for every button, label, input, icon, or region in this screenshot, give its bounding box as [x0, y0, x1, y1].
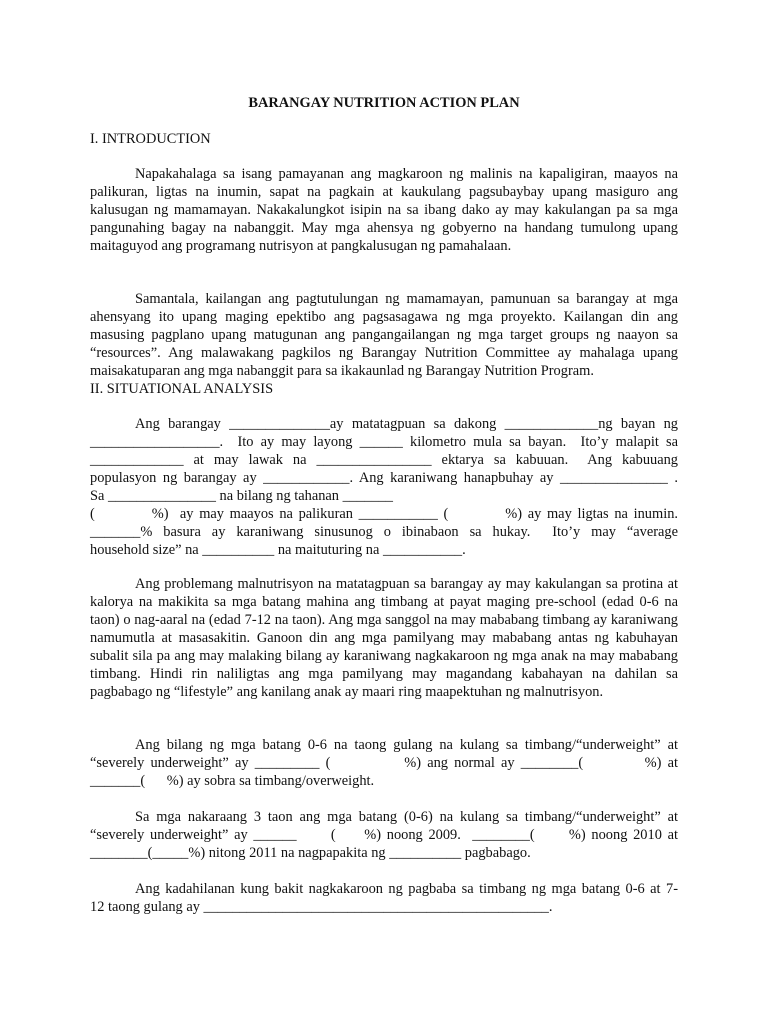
text-line: Ang bilang ng mga batang 0-6 na taong gulang na kulang sa timbang/“underweight” at — [135, 737, 678, 753]
intro-paragraph-1: Napakahalaga sa isang pamayanan ang magkaroon ng malinis na kapaligiran, maayos na palikuran, ligtas na inumin, sapat na pagkain at kaukulang pagsubaybay upang masiguro ang kalusugan ng mamamayan. Nakakalungkot isipin na sa ibang dako ay may kakulangan pa sa mga pangunahing bagay na nabanggit. May mga ahensya ng gobyerno na handang tumulong upang maitaguyod ang programang nutrisyon at pangkalusugan ng pamahalaan. — [90, 166, 678, 254]
text-line: household size” na __________ na maituturing na ___________. — [90, 542, 466, 558]
intro-paragraph-2: Samantala, kailangan ang pagtutulungan ng mamamayan, pamunuan sa barangay at mga ahensyang ito upang maging epektibo ang pagsasagawa ng mga proyekto. Kailangan din ang masusing pagplano upang matugunan ang pangangailangan ng mga target groups ng naayon sa “resources”. Ang malawakang pagkilos ng Barangay Nutrition Committee ay mahalaga upang maisakatuparan ang mga nabanggit para sa ikakaunlad ng Barangay Nutrition Program. — [90, 291, 678, 379]
text-line: “severely underweight” ay _________ ( %) ang normal ay ________( %) at — [90, 755, 678, 771]
text-line: populasyon ng barangay ay ____________. Ang karaniwang hanapbuhay ay _______________ . — [90, 470, 678, 486]
text-line: Ang barangay ______________ay matatagpuan sa dakong _____________ng bayan ng — [135, 416, 678, 432]
text-line: ________(_____%) nitong 2011 na nagpapakita ng __________ pagbabago. — [90, 845, 531, 861]
section-heading-situational-analysis: II. SITUATIONAL ANALYSIS — [90, 381, 274, 397]
situational-paragraph-2: Ang problemang malnutrisyon na matatagpuan sa barangay ay may kakulangan sa protina at kalorya na makikita sa mga batang mahina ang timbang at payat maging pre-school (edad 0-6 na taon) o nag-aaral na (edad 7-12 na taon). Ang mga sanggol na may mababang timbang ay karaniwang namumutla at masasakitin. Ganoon din ang mga pamilyang may mababang antas ng kabuhayan subalit sila pa ang may malaking bilang ay karaniwang nagkakaroon ng mga anak na may mababang timbang. Hindi rin naliligtas ang mga pamilyang may magandang kabahayan na dahilan sa pagbabago ng “lifestyle” ang kanilang anak ay maari ring maapektuhan ng malnutrisyon. — [90, 576, 678, 700]
text-line: _____________ at may lawak na ________________ ektarya sa kabuuan. Ang kabuuang — [90, 452, 678, 468]
section-heading-introduction: I. INTRODUCTION — [90, 131, 211, 147]
situational-paragraph-4 — [90, 808, 678, 862]
text-line: __________________. Ito ay may layong ______ kilometro mula sa bayan. Ito’y malapit sa — [90, 434, 678, 450]
document-title: BARANGAY NUTRITION ACTION PLAN — [248, 95, 520, 111]
text-line: Sa mga nakaraang 3 taon ang mga batang (0-6) na kulang sa timbang/“underweight” at — [135, 809, 678, 825]
text-line: _______( %) ay sobra sa timbang/overweight. — [90, 773, 375, 789]
text-line: _______% basura ay karaniwang sinusunog o ibinabaon sa hukay. Ito’y may “average — [90, 524, 678, 540]
text-line: Ang kadahilanan kung bakit nagkakaroon ng pagbaba sa timbang ng mga batang 0-6 at 7- — [135, 881, 678, 897]
text-line: “severely underweight” ay ______ ( %) noong 2009. ________( %) noong 2010 at — [90, 827, 678, 843]
situational-paragraph-3 — [90, 736, 678, 790]
text-line: Sa _______________ na bilang ng tahanan _______ — [90, 488, 393, 504]
situational-paragraph-1 — [90, 415, 678, 559]
text-line: 12 taong gulang ay ________________________________________________. — [90, 899, 553, 915]
situational-paragraph-5 — [90, 880, 678, 916]
text-line: ( %) ay may maayos na palikuran ___________ ( %) ay may ligtas na inumin. — [90, 506, 678, 522]
